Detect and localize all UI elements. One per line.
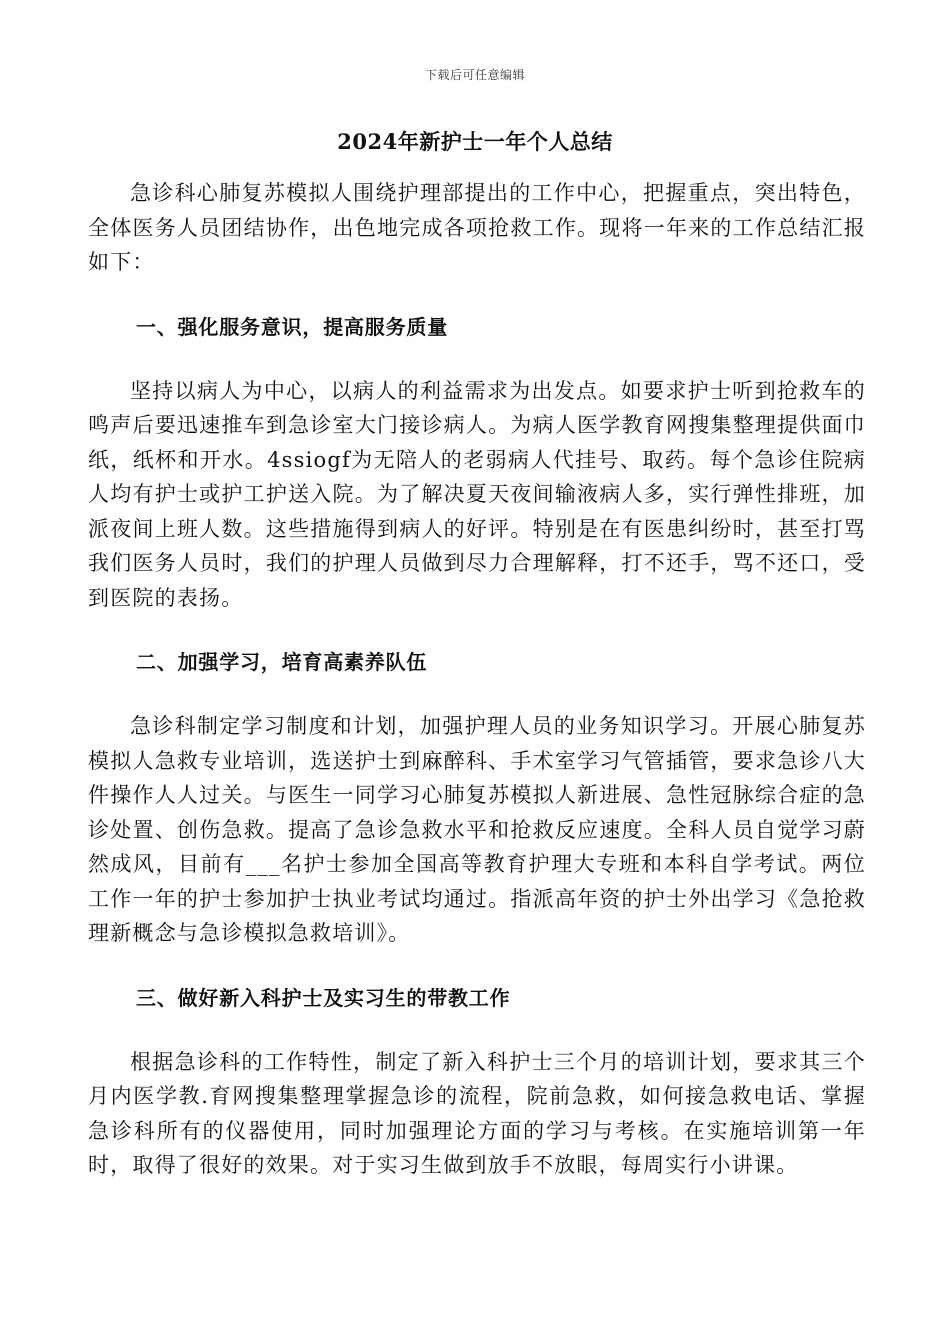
- section-2-paragraph: 急诊科制定学习制度和计划，加强护理人员的业务知识学习。开展心肺复苏模拟人急救专业培训，选送护士到麻醉科、手术室学习气管插管，要求急诊八大件操作人人过关。与医生一同学习心肺复苏模拟人新进展、急性冠脉综合症的急诊处置、创伤急救。提高了急诊急救水平和抢救反应速度。全科人员自觉学习蔚然成风，目前有___名护士参加全国高等教育护理大专班和本科自学考试。两位工作一年的护士参加护士执业考试均通过。指派高年资的护士外出学习《急抢救理新概念与急诊模拟急救培训》。: [88, 714, 866, 945]
- section-3-heading: 三、做好新入科护士及实习生的带教工作: [136, 985, 511, 1010]
- section-1-heading: 一、强化服务意识，提高服务质量: [136, 314, 448, 339]
- section-2-heading: 二、加强学习，培育高素养队伍: [136, 650, 428, 674]
- document-body: [88, 176, 866, 1183]
- header-note: 下载后可任意编辑: [424, 68, 525, 82]
- section-1-paragraph: 坚持以病人为中心，以病人的利益需求为出发点。如要求护士听到抢救车的鸣声后要迅速推车到急诊室大门接诊病人。为病人医学教育网搜集整理提供面巾纸，纸杯和开水。4ssiogf为无陪人的老弱病人代挂号、取药。每个急诊住院病人均有护士或护工护送入院。为了解决夏天夜间输液病人多，实行弹性排班，加派夜间上班人数。这些措施得到病人的好评。特别是在有医患纠纷时，甚至打骂我们医务人员时，我们的护理人员做到尽力合理解释，打不还手，骂不还口，受到医院的表扬。: [88, 378, 866, 610]
- section-3-paragraph: 根据急诊科的工作特性，制定了新入科护士三个月的培训计划，要求其三个月内医学教.育网搜集整理掌握急诊的流程，院前急救，如何接急救电话、掌握急诊科所有的仪器使用，同时加强理论方面的学习与考核。在实施培训第一年时，取得了很好的效果。对于实习生做到放手不放眼，每周实行小讲课。: [88, 1049, 866, 1177]
- document-title: 2024年新护士一年个人总结: [337, 129, 613, 154]
- intro-paragraph: 急诊科心肺复苏模拟人围绕护理部提出的工作中心，把握重点，突出特色，全体医务人员团结协作，出色地完成各项抢救工作。现将一年来的工作总结汇报如下：: [88, 181, 866, 274]
